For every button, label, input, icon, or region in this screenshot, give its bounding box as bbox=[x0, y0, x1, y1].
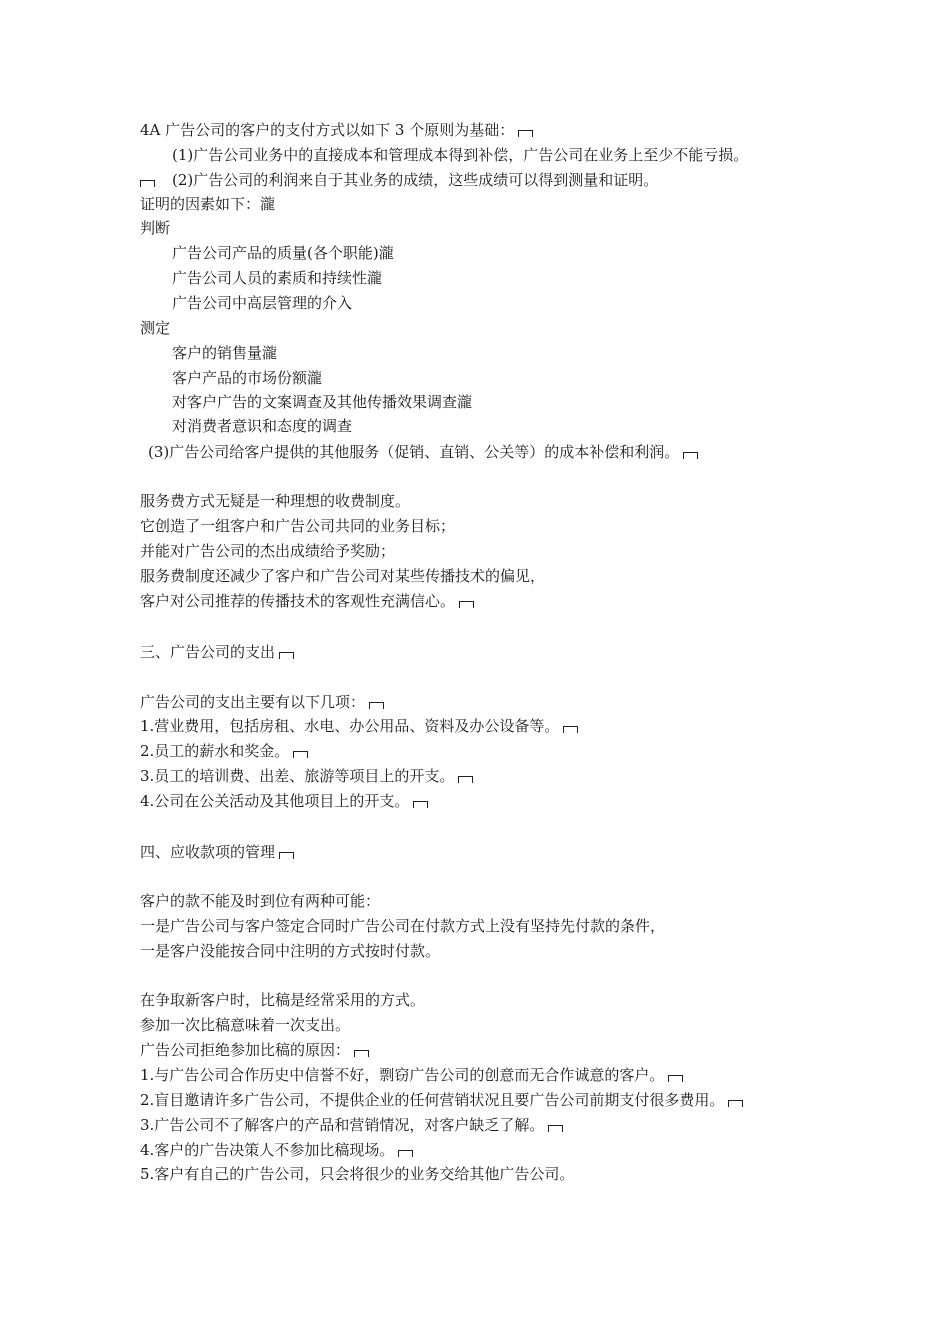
line-text: 广告公司人员的素质和持续性瀧 bbox=[172, 269, 383, 287]
text-line bbox=[172, 266, 382, 290]
text-line bbox=[172, 390, 472, 414]
text-line bbox=[140, 168, 658, 192]
line-text: 广告公司中高层管理的介入 bbox=[172, 294, 353, 312]
line-text: 2.盲目邀请许多广告公司，不提供企业的任何营销状况且要广告公司前期支付很多费用。 bbox=[140, 1091, 725, 1109]
paragraph-mark-icon bbox=[563, 726, 578, 733]
line-text: 5.客户有自己的广告公司，只会将很少的业务交给其他广告公司。 bbox=[140, 1165, 575, 1183]
list-item bbox=[140, 1138, 413, 1162]
paragraph-mark-icon bbox=[354, 1050, 369, 1057]
paragraph-mark-icon bbox=[459, 601, 474, 608]
text-line bbox=[172, 366, 322, 390]
line-text: 1.与广告公司合作历史中信誉不好，剽窃广告公司的创意而无合作诚意的客户。 bbox=[140, 1066, 665, 1084]
text-line bbox=[140, 988, 425, 1012]
line-text: 3.广告公司不了解客户的产品和营销情况，对客户缺乏了解。 bbox=[140, 1116, 545, 1134]
line-text: 服务费制度还减少了客户和广告公司对某些传播技术的偏见， bbox=[140, 567, 546, 585]
line-text: 客户对公司推荐的传播技术的客观性充满信心。 bbox=[140, 592, 456, 610]
list-item bbox=[140, 739, 308, 763]
text-line bbox=[140, 514, 455, 538]
line-text: 一是客户没能按合同中注明的方式按时付款。 bbox=[140, 942, 441, 960]
line-text: 4.公司在公关活动及其他项目上的开支。 bbox=[140, 792, 410, 810]
line-text: 4A 广告公司的客户的支付方式以如下 3 个原则为基础： bbox=[140, 121, 515, 139]
paragraph-mark-icon bbox=[293, 751, 308, 758]
line-text: 测定 bbox=[140, 319, 171, 337]
text-line bbox=[148, 440, 698, 464]
list-item bbox=[140, 1088, 743, 1112]
text-line bbox=[140, 939, 440, 963]
line-text: 客户的销售量瀧 bbox=[172, 344, 278, 362]
list-item bbox=[140, 789, 428, 813]
line-text: 广告公司拒绝参加比稿的原因： bbox=[140, 1041, 351, 1059]
line-text: 三、广告公司的支出 bbox=[140, 643, 276, 661]
list-item bbox=[140, 1162, 574, 1186]
line-text: 广告公司产品的质量(各个职能)瀧 bbox=[172, 244, 394, 262]
section-heading bbox=[140, 640, 294, 664]
text-line bbox=[140, 589, 474, 613]
paragraph-mark-icon bbox=[683, 452, 698, 459]
line-text: 一是广告公司与客户签定合同时广告公司在付款方式上没有坚持先付款的条件， bbox=[140, 917, 666, 935]
paragraph-mark-icon bbox=[279, 652, 294, 659]
line-text: 对消费者意识和态度的调查 bbox=[172, 417, 353, 435]
line-text: 并能对广告公司的杰出成绩给予奖励； bbox=[140, 542, 396, 560]
paragraph-mark-icon bbox=[668, 1075, 683, 1082]
line-text: 客户的款不能及时到位有两种可能： bbox=[140, 892, 381, 910]
line-text: 四、应收款项的管理 bbox=[140, 843, 276, 861]
line-text: 广告公司的支出主要有以下几项： bbox=[140, 693, 366, 711]
line-text: 判断 bbox=[140, 219, 171, 237]
line-text: 证明的因素如下：瀧 bbox=[140, 195, 276, 213]
line-text: (3)广告公司给客户提供的其他服务（促销、直销、公关等）的成本补偿和利润。 bbox=[148, 443, 680, 461]
text-line bbox=[172, 143, 748, 167]
line-text: 在争取新客户时，比稿是经常采用的方式。 bbox=[140, 991, 426, 1009]
text-line bbox=[172, 341, 277, 365]
section-heading bbox=[140, 840, 294, 864]
line-text: 3.员工的培训费、出差、旅游等项目上的开支。 bbox=[140, 767, 455, 785]
paragraph-mark-icon bbox=[279, 852, 294, 859]
line-text: (2)广告公司的利润来自于其业务的成绩，这些成绩可以得到测量和证明。 bbox=[172, 171, 659, 189]
list-item bbox=[140, 1113, 563, 1137]
list-item bbox=[140, 714, 578, 738]
text-line bbox=[140, 914, 665, 938]
line-text: 客户产品的市场份额瀧 bbox=[172, 369, 323, 387]
line-text: (1)广告公司业务中的直接成本和管理成本得到补偿，广告公司在业务上至少不能亏损。 bbox=[172, 146, 749, 164]
text-line bbox=[140, 216, 170, 240]
paragraph-mark-icon bbox=[518, 130, 533, 137]
text-line bbox=[140, 489, 410, 513]
text-line bbox=[140, 539, 395, 563]
paragraph-mark-icon bbox=[548, 1125, 563, 1132]
line-text: 2.员工的薪水和奖金。 bbox=[140, 742, 290, 760]
line-text: 参加一次比稿意味着一次支出。 bbox=[140, 1016, 351, 1034]
paragraph-mark-icon bbox=[369, 702, 384, 709]
text-line bbox=[140, 1013, 350, 1037]
paragraph-mark-icon bbox=[728, 1100, 743, 1107]
text-line bbox=[172, 241, 394, 265]
text-line bbox=[172, 291, 352, 315]
list-item bbox=[140, 1063, 683, 1087]
text-line bbox=[140, 1038, 369, 1062]
paragraph-mark-icon bbox=[413, 801, 428, 808]
line-text: 对客户广告的文案调查及其他传播效果调查瀧 bbox=[172, 393, 473, 411]
text-line bbox=[140, 118, 533, 142]
text-line bbox=[172, 414, 352, 438]
text-line bbox=[140, 889, 380, 913]
text-line bbox=[140, 316, 170, 340]
text-line bbox=[140, 564, 545, 588]
paragraph-mark-icon bbox=[140, 180, 155, 187]
line-text: 4.客户的广告决策人不参加比稿现场。 bbox=[140, 1141, 395, 1159]
paragraph-mark-icon bbox=[458, 776, 473, 783]
list-item bbox=[140, 764, 473, 788]
line-text: 它创造了一组客户和广告公司共同的业务目标； bbox=[140, 517, 456, 535]
text-line bbox=[140, 690, 384, 714]
text-line bbox=[140, 192, 275, 216]
line-text: 服务费方式无疑是一种理想的收费制度。 bbox=[140, 492, 411, 510]
paragraph-mark-icon bbox=[398, 1150, 413, 1157]
line-text: 1.营业费用，包括房租、水电、办公用品、资料及办公设备等。 bbox=[140, 717, 560, 735]
